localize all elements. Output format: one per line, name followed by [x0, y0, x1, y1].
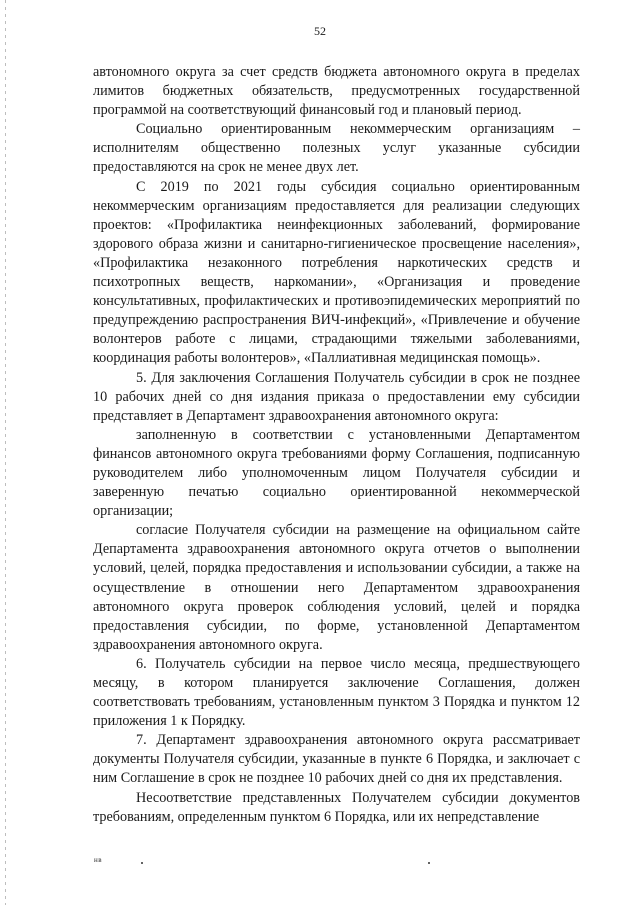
paragraph-item-5: 5. Для заключения Соглашения Получатель субсидии в срок не позднее 10 рабочих дней со дня издания приказа о предоставлении ему субсидии представляет в Департамент здравоохранения автономного округа:	[93, 369, 580, 424]
paragraph-subsidy-term: Социально ориентированным некоммерческим организациям – исполнителям общественно полезных услуг указанные субсидии предоставляются на срок не менее двух лет.	[93, 121, 580, 176]
paragraph-funding-continuation: автономного округа за счет средств бюджета автономного округа в пределах лимитов бюджетных обязательств, предусмотренных государственной программой на соответствующий финансовый год и плановый период.	[93, 64, 580, 119]
paragraph-item-6: 6. Получатель субсидии на первое число месяца, предшествующего месяцу, в котором планируется заключение Соглашения, должен соответствовать требованиям, установленным пунктом 3 Порядка и пунктом 12 приложения 1 к Порядку.	[93, 655, 580, 730]
scan-speck	[141, 862, 143, 864]
page-number: 52	[314, 24, 326, 38]
paragraph-agreement-form: заполненную в соответствии с установленными Департаментом финансов автономного округа требованиями форму Соглашения, подписанную руководителем либо уполномоченным лицом Получателя субсидии и заверенную печатью социально ориентированной некоммерческой организации;	[93, 426, 580, 520]
scan-speck	[428, 862, 430, 864]
scan-left-edge	[5, 0, 6, 905]
paragraph-consent: согласие Получателя субсидии на размещение на официальном сайте Департамента здравоохранения автономного округа отчетов о выполнении условий, целей, порядка предоставления и использовании субсидии, а также на осуществление в отношении него Департаментом здравоохранения автономного округа проверок соблюдения условий, целей и порядка предоставления субсидии, по форме, установленной Департаментом здравоохранения автономного округа.	[93, 522, 580, 653]
footer-mark: нв	[94, 856, 103, 864]
document-body	[93, 63, 580, 827]
paragraph-projects-list: С 2019 по 2021 годы субсидия социально ориентированным некоммерческим организациям предоставляется для реализации следующих проектов: «Профилактика неинфекционных заболеваний, формирование здорового образа жизни и санитарно-гигиеническое просвещение населения», «Профилактика незаконного потребления наркотических средств и психотропных веществ, наркомании», «Организация и проведение консультативных, профилактических и противоэпидемических мероприятий по предупреждению распространения ВИЧ-инфекций», «Привлечение и обучение волонтеров работе с лицами, страдающими тяжелыми заболеваниями, координация работы волонтеров», «Паллиативная медицинская помощь».	[93, 178, 580, 367]
paragraph-item-7: 7. Департамент здравоохранения автономного округа рассматривает документы Получателя субсидии, указанные в пункте 6 Порядка, и заключает с ним Соглашение в срок не позднее 10 рабочих дней со дня их представления.	[93, 732, 580, 787]
paragraph-nonconformity: Несоответствие представленных Получателем субсидии документов требованиям, определенным пунктом 6 Порядка, или их непредставление	[93, 789, 580, 825]
